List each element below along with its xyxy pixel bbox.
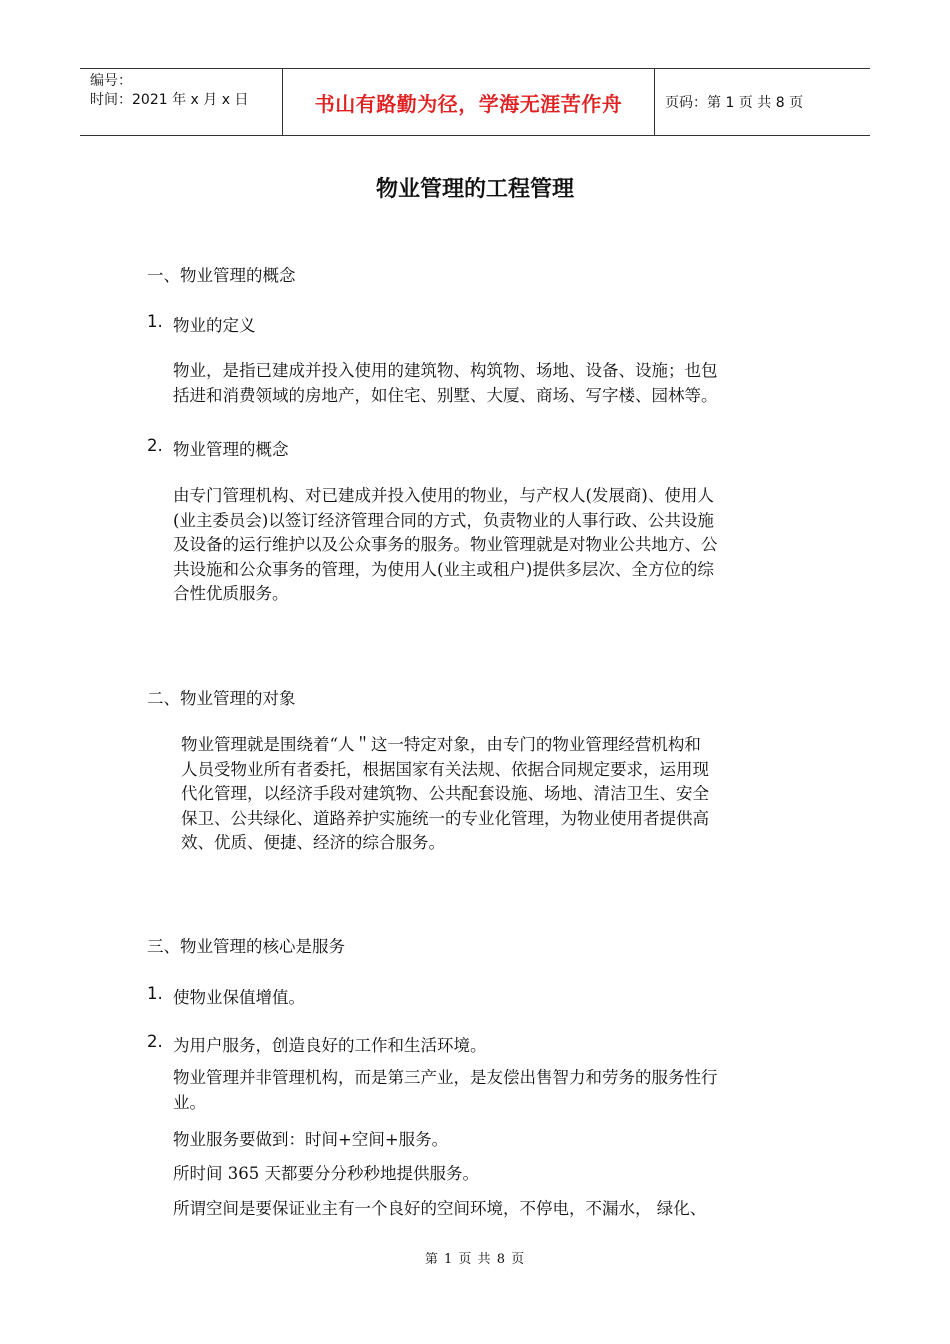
section3-line3: 所谓空间是要保证业主有一个良好的空间环境，不停电，不漏水， 绿化、: [173, 1199, 707, 1218]
section1-item2-number: 2.: [147, 436, 163, 455]
section3-line2: 所时间 365 天都要分分秒秒地提供服务。: [173, 1164, 479, 1183]
section3-item2-text: 为用户服务，创造良好的工作和生活环境。: [173, 1036, 487, 1055]
paragraph-line: 保卫、公共绿化、道路养护实施统一的专业化管理，为物业使用者提供高: [181, 808, 709, 828]
section1-item1-text: 物业的定义: [173, 316, 256, 335]
paragraph-line: 共设施和公众事务的管理，为使用人(业主或租户)提供多层次、全方位的综: [173, 559, 714, 579]
header-left-cell: [80, 69, 282, 135]
section3-paragraph: [173, 1066, 718, 1115]
paragraph-line: 及设备的运行维护以及公众事务的服务。物业管理就是对物业公共地方、公: [173, 535, 718, 554]
paragraph-line: 物业管理就是围绕着“人＂这一特定对象，由专门的物业管理经营机构和: [181, 735, 701, 754]
paragraph-line: 括进和消费领域的房地产，如住宅、别墅、大厦、商场、写字楼、园林等。: [173, 385, 718, 405]
section3-item2-number: 2.: [147, 1032, 163, 1051]
section2-heading: 二、物业管理的对象: [147, 689, 296, 708]
paragraph-line: 合性优质服务。: [173, 584, 289, 603]
section1-heading: 一、物业管理的概念: [147, 266, 296, 285]
section2-paragraph: [181, 733, 709, 856]
paragraph-line: 由专门管理机构、对已建成并投入使用的物业，与产权人(发展商)、使用人: [173, 486, 714, 505]
page-footer: 第 1 页 共 8 页: [424, 1252, 526, 1267]
page-label: 页码：第 1 页 共 8 页: [665, 95, 804, 111]
section1-item2-paragraph: [173, 484, 718, 607]
header-motto-cell: [282, 69, 655, 135]
paragraph-line: (业主委员会)以签订经济管理合同的方式，负责物业的人事行政、公共设施: [173, 510, 714, 530]
paragraph-line: 效、优质、便捷、经济的综合服务。: [181, 833, 445, 852]
paragraph-line: 业。: [173, 1092, 206, 1112]
section3-item1-number: 1.: [147, 984, 163, 1003]
paragraph-line: 物业管理并非管理机构，而是第三产业，是友偿出售智力和劳务的服务性行: [173, 1068, 718, 1087]
section3-item1-text: 使物业保值增值。: [173, 988, 305, 1007]
paragraph-line: 代化管理，以经济手段对建筑物、公共配套设施、场地、清洁卫生、安全: [181, 784, 709, 803]
paragraph-line: 物业，是指已建成并投入使用的建筑物、构筑物、场地、设备、设施；也包: [173, 361, 718, 380]
section3-line1: 物业服务要做到：时间+空间+服务。: [173, 1130, 449, 1149]
header-table: [80, 68, 870, 136]
section1-item2-text: 物业管理的概念: [173, 440, 289, 459]
number-label: 编号：: [90, 73, 132, 89]
section1-item1-number: 1.: [147, 312, 163, 331]
paragraph-line: 人员受物业所有者委托，根据国家有关法规、依据合同规定要求，运用现: [181, 759, 709, 779]
header-page-cell: [655, 69, 870, 135]
section3-heading: 三、物业管理的核心是服务: [147, 937, 345, 956]
motto-text: 书山有路勤为径，学海无涯苦作舟: [314, 91, 623, 116]
time-label: 时间：2021 年 x 月 x 日: [90, 92, 249, 108]
section1-item1-paragraph: [173, 359, 718, 408]
document-title: 物业管理的工程管理: [375, 177, 574, 202]
